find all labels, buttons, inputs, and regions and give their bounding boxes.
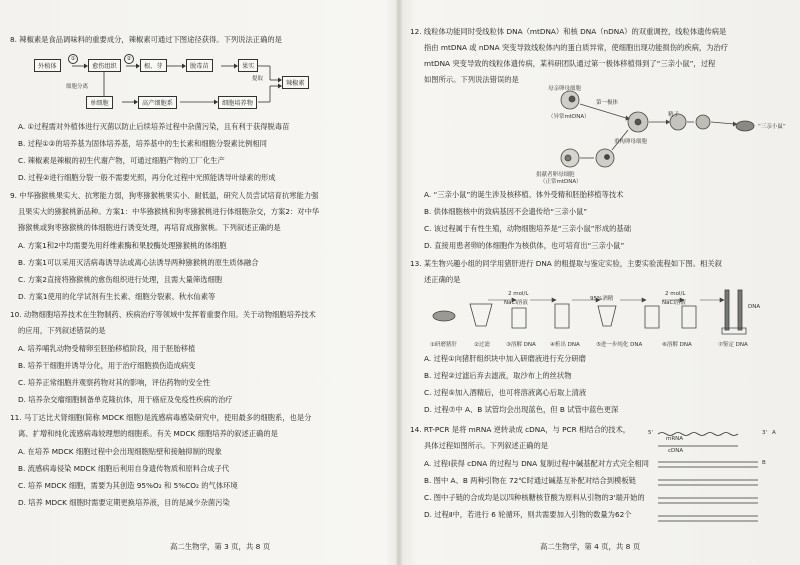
label-dna: DNA — [748, 304, 761, 310]
label-reconstructed: 重构卵母细胞 — [614, 139, 648, 145]
q10-option-d: D. 培养杂交瘤细胞制备单克隆抗体，用于癌症及免疫性疾病的治疗 — [18, 395, 233, 404]
q11-option-c: C. 培养 MDCK 细胞，需要为其创造 95%O₂ 和 5%CO₂ 的气体环境 — [18, 481, 238, 490]
page-4 — [400, 0, 790, 565]
page-4-footer: 高二生物学，第 4 页，共 8 页 — [540, 542, 641, 551]
reagent-1-name: NaCl溶液 — [504, 300, 528, 306]
q10-option-b: B. 培养干细胞并诱导分化，用于治疗细胞损伤造成病变 — [18, 361, 196, 370]
label-three-parent-mouse: “三亲小鼠” — [758, 124, 786, 130]
label-primer-a: A — [772, 430, 776, 436]
q12-option-b: B. 供体细胞核中的致病基因不会遗传给“三亲小鼠” — [424, 207, 588, 216]
q11-stem-line1: 11. 马丁达比犬肾细胞(简称 MDCK 细胞)是流感病毒感染研究中，使用最多的细胞系，也是分 — [10, 413, 312, 422]
step-4-label: ④析出 DNA — [550, 342, 580, 348]
q9-stem-line2: 且果实大的猕猴桃新品种。方案1：中华猕猴桃和狗枣猕猴桃进行体细胞杂交，方案2：对中华 — [18, 207, 320, 216]
reagent-1-conc: 2 mol/L — [508, 291, 529, 297]
label-five-prime: 5' — [648, 430, 654, 436]
label-primer-b: B — [762, 460, 766, 466]
label-donor-oocyte: 捐献者卵母细胞 — [536, 172, 575, 178]
q14-stem-line1: 14. RT-PCR 是将 mRNA 逆转录成 cDNA，与 PCR 相结合的技术， — [410, 425, 631, 434]
step-5-label: ⑤进一步纯化 DNA — [596, 342, 643, 348]
q10-stem-line1: 10. 动物细胞培养技术在生物制药、疾病治疗等领域中发挥着重要作用。关于动物细胞培养技术 — [10, 310, 316, 319]
box-callus: 愈伤组织 — [88, 59, 121, 72]
label-sperm: 精子 — [668, 112, 680, 118]
q13-option-d: D. 过程⑦中 A、B 试管均会出现蓝色，但 B 试管中蓝色更深 — [424, 405, 619, 414]
q10-stem-line2: 的应用，下列叙述错误的是 — [18, 326, 106, 335]
label-mother-oocyte: 母亲卵母细胞 — [548, 86, 582, 92]
q9-option-d: D. 方案1使用的化学试剂有生长素、细胞分裂素、秋水仙素等 — [18, 292, 216, 301]
q9-option-b: B. 方案1可以采用灭活病毒诱导法或离心法诱导两种猕猴桃的原生质体融合 — [18, 258, 259, 267]
q12-stem-line3: mtDNA 突变导致的线粒体遗传病，某科研团队通过第一极体移植得到了“三亲小鼠”，过程 — [424, 59, 716, 68]
step-1-marker: ① — [68, 54, 78, 64]
label-cdna: cDNA — [668, 448, 684, 454]
box-capsaicin: 辣椒素 — [282, 76, 309, 89]
q14-option-b: B. 图中 A、B 两种引物在 72℃时通过碱基互补配对结合到模板链 — [424, 476, 636, 485]
reagent-2: 95%酒精 — [590, 296, 614, 302]
q13-option-c: C. 过程⑤加入酒精后，也可将溶液离心后取上清液 — [424, 388, 587, 397]
q13-stem-line1: 13. 某生物兴趣小组的同学用猪肝进行 DNA 的粗提取与鉴定实验，主要实验流程如下图。相关叙 — [410, 259, 722, 268]
q13-option-b: B. 过程②过滤后弃去滤液，取沙布上的丝状物 — [424, 371, 572, 380]
q10-option-a: A. 培养哺乳动物受精卵至胚胎移植阶段，用于胚胎移植 — [18, 344, 196, 353]
box-metabolite: 细胞培养物 — [218, 96, 257, 109]
box-single-cell: 单细胞 — [86, 96, 113, 109]
reagent-3-name: NaCl溶液 — [662, 300, 686, 306]
label-mother-mtdna: （异常mtDNA） — [548, 114, 590, 120]
q10-option-c: C. 培养正常细胞并观察药物对其的影响，评估药物的安全性 — [18, 378, 211, 387]
box-explant: 外植体 — [34, 59, 61, 72]
q13-stem-line2: 述正确的是 — [424, 275, 461, 284]
label-polar-body: 第一极体 — [596, 100, 619, 106]
q14-option-d: D. 过程Ⅱ中，若进行 6 轮循环，则共需要加入引物的数量为62个 — [424, 510, 632, 519]
step-6-label: ⑥溶解 DNA — [662, 342, 692, 348]
q11-option-a: A. 在培养 MDCK 细胞过程中会出现细胞贴壁和接触抑制的现象 — [18, 447, 222, 456]
q9-option-a: A. 方案1和2中均需要先用纤维素酶和果胶酶处理猕猴桃的体细胞 — [18, 241, 227, 250]
q12-option-c: C. 该过程属于有性生殖，动物细胞培养是“三亲小鼠”形成的基础 — [424, 224, 632, 233]
box-seedling: 脱毒苗 — [186, 59, 213, 72]
q12-option-a: A. “三亲小鼠”的诞生涉及核移植、体外受精和胚胎移植等技术 — [424, 190, 624, 199]
q8-option-b: B. 过程①②的培养基为固体培养基，培养基中的生长素和细胞分裂素比例相同 — [18, 139, 267, 148]
page-3-footer: 高二生物学，第 3 页，共 8 页 — [170, 542, 271, 551]
q9-option-c: C. 方案2直接将猕猴桃的愈伤组织进行处理，且需大量筛选细胞 — [18, 275, 223, 284]
q8-option-a: A. ①过程需对外植体进行灭菌以防止后续培养过程中杂菌污染，且有利于获得脱毒苗 — [18, 122, 290, 131]
step-1-label: ①研磨猪肝 — [430, 342, 457, 348]
q12-option-d: D. 直接用患者卵的体细胞作为核供体，也可培育出“三亲小鼠” — [424, 241, 625, 250]
q11-option-b: B. 流感病毒侵染 MDCK 细胞后利用自身遗传物质和原料合成子代 — [18, 464, 230, 473]
step-7-label: ⑦鉴定 DNA — [718, 342, 748, 348]
label-extract: 提取 — [252, 76, 264, 82]
q14-option-c: C. 图中子链的合成均是以四种核糖核苷酸为原料从引物的3'端开始的 — [424, 493, 645, 502]
box-fruit: 果实 — [238, 59, 258, 72]
reagent-3-conc: 2 mol/L — [665, 291, 686, 297]
step-2-label: ②过滤 — [474, 342, 490, 348]
q14-option-a: A. 过程Ⅰ获得 cDNA 的过程与 DNA 复制过程中碱基配对方式完全相同 — [424, 459, 649, 468]
step-3-label: ③溶解 DNA — [506, 342, 536, 348]
q14-drawing — [400, 0, 790, 90]
q12-stem-line1: 12. 线粒体功能同时受线粒体 DNA（mtDNA）和核 DNA（nDNA）的双重调控，线粒体遗传病是 — [410, 27, 727, 36]
label-mrna: mRNA — [666, 436, 684, 442]
q14-stem-line2: 具体过程如图所示。下列叙述正确的是 — [424, 441, 549, 450]
label-donor-mtdna: （正常mtDNA） — [540, 179, 582, 185]
q11-stem-line2: 离、扩增和纯化流感病毒较理想的细胞系。有关 MDCK 细胞培养的叙述正确的是 — [18, 429, 278, 438]
q11-option-d: D. 培养 MDCK 细胞时需要定期更换培养液，目的是减少杂菌污染 — [18, 498, 230, 507]
q12-stem-line4: 如图所示。下列说法错误的是 — [424, 75, 519, 84]
label-three-prime: 3' — [762, 430, 768, 436]
q8-stem: 8. 辣椒素是食品调味料的重要成分，辣椒素可通过下图途径获得。下列说法正确的是 — [10, 35, 282, 44]
q9-stem-line1: 9. 中华猕猴桃果实大、抗寒能力弱，狗枣猕猴桃果实小、耐低温，研究人员尝试培育抗寒能力强 — [10, 191, 319, 200]
q8-option-c: C. 辣椒素是辣椒的初生代谢产物，可通过细胞产物的工厂化生产 — [18, 156, 225, 165]
q8-option-d: D. 过程②进行细胞分裂一般不需要光照，再分化过程中光照能诱导叶绿素的形成 — [18, 173, 276, 182]
q12-stem-line2: 指由 mtDNA 或 nDNA 突变导致线粒体内的蛋白质异常，使细胞出现功能损伤的疾病，为治疗 — [424, 43, 729, 52]
box-root-sprout: 根、芽 — [140, 59, 167, 72]
label-disperse: 细胞分离 — [66, 84, 89, 90]
page-3 — [0, 0, 390, 565]
box-high-yield: 高产细胞系 — [138, 96, 177, 109]
step-2-marker: ② — [124, 54, 134, 64]
q13-option-a: A. 过程①向猪肝组织块中加入研磨液进行充分研磨 — [424, 354, 586, 363]
q9-stem-line3: 猕猴桃或狗枣猕猴桃的体细胞进行诱变处理，再培育成猕猴桃。下列叙述正确的是 — [18, 223, 281, 232]
